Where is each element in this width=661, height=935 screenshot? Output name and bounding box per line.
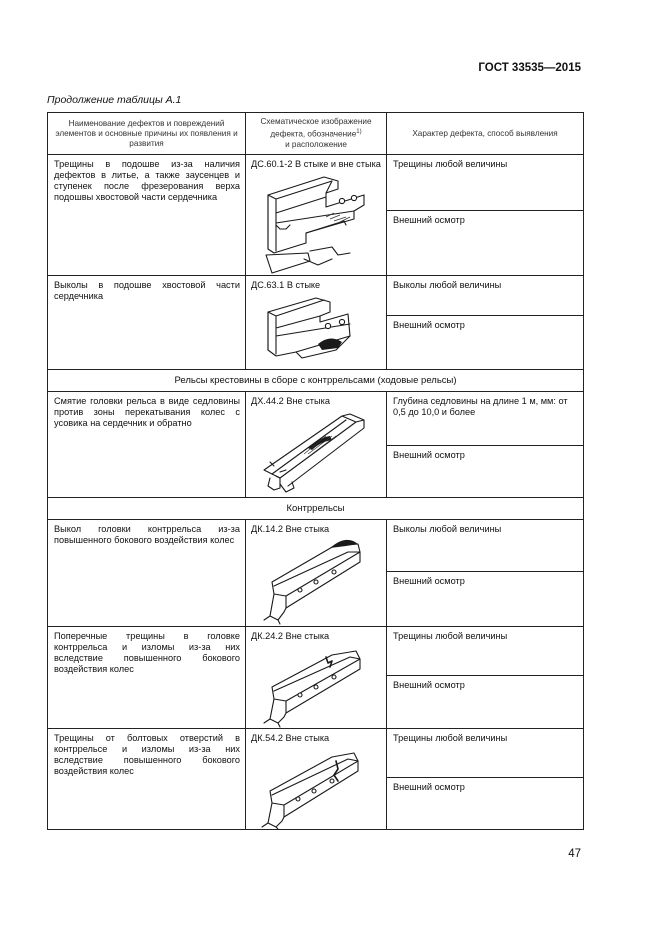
schematic-cell bbox=[246, 729, 387, 830]
rail-head-saddle-drawing bbox=[246, 392, 387, 498]
defect-code: ДК.54.2 Вне стыка bbox=[251, 733, 330, 743]
guard-rail-head-crack-drawing bbox=[246, 627, 387, 729]
column-header-name: Наименование дефектов и повреждений элементов и основные причины их появления и развития bbox=[48, 113, 246, 155]
table-row bbox=[48, 276, 584, 370]
character-cell bbox=[387, 276, 584, 370]
detection-method: Внешний осмотр bbox=[393, 215, 465, 225]
character-cell bbox=[387, 392, 584, 498]
defects-table bbox=[47, 112, 584, 830]
defect-name: Трещины от болтовых отверстий в контррельсе и изломы из-за них вследствие повышенного бокового воздействия колес bbox=[48, 729, 246, 830]
column-header-schematic bbox=[246, 113, 387, 155]
schematic-cell bbox=[246, 520, 387, 627]
defect-character: Глубина седловины на длине 1 м, мм: от 0,5 до 10,0 и более bbox=[387, 392, 583, 446]
frog-tail-sole-crack-drawing bbox=[246, 155, 387, 276]
defect-character: Трещины любой величины bbox=[387, 155, 583, 211]
column-header-schematic-text: Схематическое изображение дефекта, обозначение bbox=[260, 117, 372, 139]
frog-tail-sole-chip-drawing bbox=[246, 276, 387, 370]
defect-name: Трещины в подошве из-за наличия дефектов в литье, а также заусенцев и ступенек после фрезерования верха подошвы хвостовой части сердечника bbox=[48, 155, 246, 276]
guard-rail-bolt-hole-crack-drawing bbox=[246, 729, 387, 830]
column-header-character: Характер дефекта, способ выявления bbox=[387, 113, 584, 155]
table-row bbox=[48, 729, 584, 830]
footnote-mark: 1) bbox=[356, 129, 362, 136]
standard-number: ГОСТ 33535—2015 bbox=[478, 62, 581, 74]
defect-character: Трещины любой величины bbox=[387, 729, 583, 778]
detection-method: Внешний осмотр bbox=[393, 450, 465, 460]
character-cell bbox=[387, 729, 584, 830]
character-cell bbox=[387, 155, 584, 276]
detection-method: Внешний осмотр bbox=[393, 680, 465, 690]
defect-name: Поперечные трещины в головке контррельса и изломы из-за них вследствие повышенного бокового воздействия колес bbox=[48, 627, 246, 729]
schematic-cell bbox=[246, 627, 387, 729]
guard-rail-head-chip-drawing bbox=[246, 520, 387, 627]
section-title: Контррельсы bbox=[48, 498, 584, 520]
table-row bbox=[48, 627, 584, 729]
page-number: 47 bbox=[568, 848, 581, 860]
defect-name: Выкол головки контррельса из-за повышенного бокового воздействия колес bbox=[48, 520, 246, 627]
detection-method: Внешний осмотр bbox=[393, 320, 465, 330]
table-continuation-caption: Продолжение таблицы А.1 bbox=[47, 94, 182, 106]
section-row bbox=[48, 370, 584, 392]
schematic-cell bbox=[246, 276, 387, 370]
defect-character: Выколы любой величины bbox=[387, 520, 583, 572]
column-header-location-text: и расположение bbox=[285, 139, 347, 149]
detection-method: Внешний осмотр bbox=[393, 782, 465, 792]
table-row bbox=[48, 520, 584, 627]
table-header-row bbox=[48, 113, 584, 155]
schematic-cell bbox=[246, 155, 387, 276]
table-row bbox=[48, 392, 584, 498]
defect-character: Трещины любой величины bbox=[387, 627, 583, 676]
defect-code: ДХ.44.2 Вне стыка bbox=[251, 396, 330, 406]
section-row bbox=[48, 498, 584, 520]
schematic-cell bbox=[246, 392, 387, 498]
defect-code: ДС.63.1 В стыке bbox=[251, 280, 321, 290]
section-title: Рельсы крестовины в сборе с контррельсами (ходовые рельсы) bbox=[48, 370, 584, 392]
defect-code: ДК.24.2 Вне стыка bbox=[251, 631, 330, 641]
detection-method: Внешний осмотр bbox=[393, 576, 465, 586]
defect-name: Смятие головки рельса в виде седловины против зоны перекатывания колес с усовика на сердечник и обратно bbox=[48, 392, 246, 498]
character-cell bbox=[387, 627, 584, 729]
defect-code: ДК.14.2 Вне стыка bbox=[251, 524, 330, 534]
defect-code: ДС.60.1-2 В стыке и вне стыка bbox=[251, 159, 381, 169]
table-row bbox=[48, 155, 584, 276]
defect-character: Выколы любой величины bbox=[387, 276, 583, 316]
character-cell bbox=[387, 520, 584, 627]
defect-name: Выколы в подошве хвостовой части сердечника bbox=[48, 276, 246, 370]
